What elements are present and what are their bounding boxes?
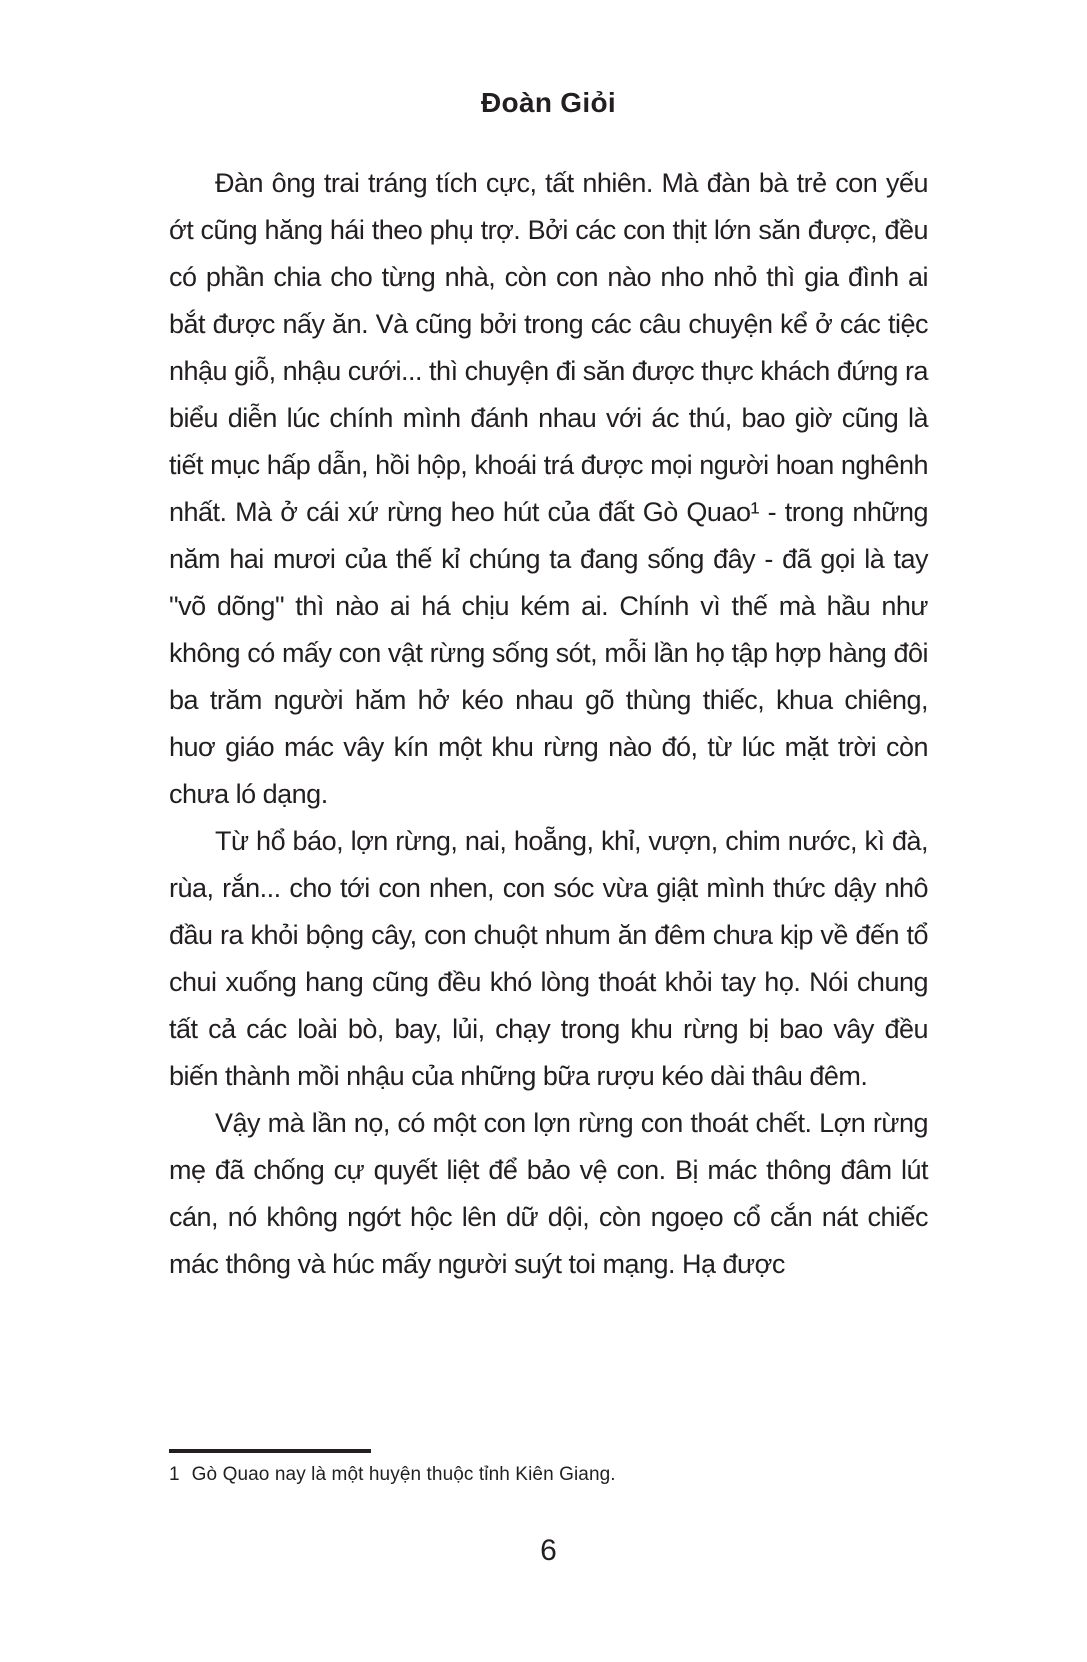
footnote-divider xyxy=(169,1449,371,1453)
footnote-marker: 1 xyxy=(169,1464,180,1485)
footnote-text: Gò Quao nay là một huyện thuộc tỉnh Kiên Giang. xyxy=(191,1464,616,1485)
body-text xyxy=(169,160,928,1288)
footnote-area xyxy=(169,1449,928,1488)
paragraph-2: Từ hổ báo, lợn rừng, nai, hoẵng, khỉ, vượn, chim nước, kì đà, rùa, rắn... cho tới con nhen, con sóc vừa giật mình thức dậy nhô đầu ra khỏi bộng cây, con chuột nhum ăn đêm chưa kịp về đến tổ chui xuống hang cũng đều khó lòng thoát khỏi tay họ. Nói chung tất cả các loài bò, bay, lủi, chạy trong khu rừng bị bao vây đều biến thành mồi nhậu của những bữa rượu kéo dài thâu đêm. xyxy=(169,826,928,1091)
paragraph-3: Vậy mà lần nọ, có một con lợn rừng con thoát chết. Lợn rừng mẹ đã chống cự quyết liệt để bảo vệ con. Bị mác thông đâm lút cán, nó không ngớt hộc lên dữ dội, còn ngoẹo cổ cắn nát chiếc mác thông và húc mấy người suýt toi mạng. Hạ được xyxy=(169,1108,928,1279)
footnote xyxy=(169,1462,928,1488)
page-number: 6 xyxy=(540,1534,557,1567)
paragraph-1: Đàn ông trai tráng tích cực, tất nhiên. Mà đàn bà trẻ con yếu ớt cũng hăng hái theo phụ trợ. Bởi các con thịt lớn săn được, đều có phần chia cho từng nhà, còn con nào nho nhỏ thì gia đình ai bắt được nấy ăn. Và cũng bởi trong các câu chuyện kể ở các tiệc nhậu giỗ, nhậu cưới... thì chuyện đi săn được thực khách đứng ra biểu diễn lúc chính mình đánh nhau với ác thú, bao giờ cũng là tiết mục hấp dẫn, hồi hộp, khoái trá được mọi người hoan nghênh nhất. Mà ở cái xứ rừng heo hút của đất Gò Quao¹ - trong những năm hai mươi của thế kỉ chúng ta đang sống đây - đã gọi là tay "võ dõng" thì nào ai há chịu kém ai. Chính vì thế mà hầu như không có mấy con vật rừng sống sót, mỗi lần họ tập hợp hàng đôi ba trăm người hăm hở kéo nhau gõ thùng thiếc, khua chiêng, huơ giáo mác vây kín một khu rừng nào đó, từ lúc mặt trời còn chưa ló dạng. xyxy=(169,168,928,809)
page-header-author: Đoàn Giỏi xyxy=(481,87,616,118)
